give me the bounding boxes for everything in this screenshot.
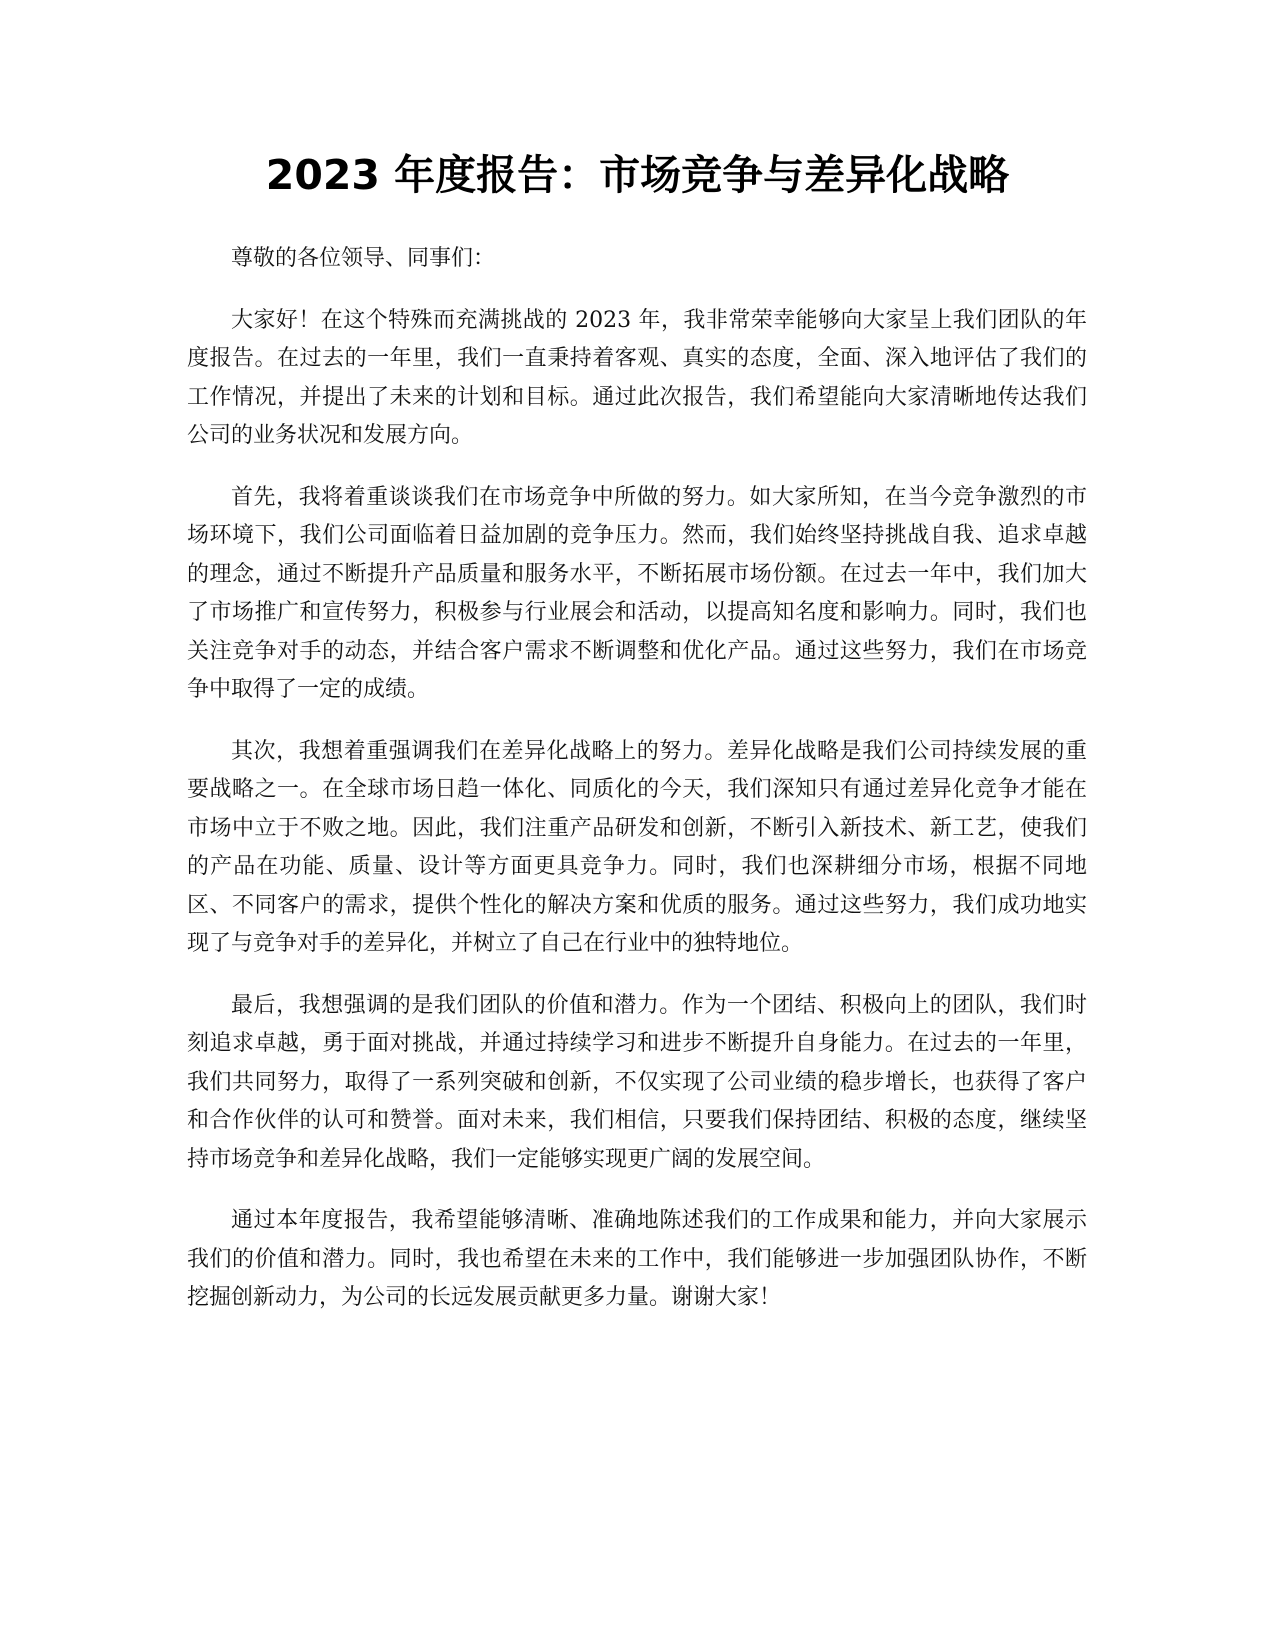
paragraph-intro: 大家好！在这个特殊而充满挑战的 2023 年，我非常荣幸能够向大家呈上我们团队的年度报告。在过去的一年里，我们一直秉持着客观、真实的态度，全面、深入地评估了我们的工作情况，并提出了未来的计划和目标。通过此次报告，我们希望能向大家清晰地传达我们公司的业务状况和发展方向。	[187, 307, 1087, 448]
document-body	[187, 240, 1087, 1341]
paragraph-team-value: 最后，我想强调的是我们团队的价值和潜力。作为一个团结、积极向上的团队，我们时刻追求卓越，勇于面对挑战，并通过持续学习和进步不断提升自身能力。在过去的一年里，我们共同努力，取得了一系列突破和创新，不仅实现了公司业绩的稳步增长，也获得了客户和合作伙伴的认可和赞誉。面对未来，我们相信，只要我们保持团结、积极的态度，继续坚持市场竞争和差异化战略，我们一定能够实现更广阔的发展空间。	[187, 992, 1087, 1172]
greeting: 尊敬的各位领导、同事们：	[231, 246, 496, 271]
paragraph-differentiation: 其次，我想着重强调我们在差异化战略上的努力。差异化战略是我们公司持续发展的重要战略之一。在全球市场日趋一体化、同质化的今天，我们深知只有通过差异化竞争才能在市场中立于不败之地。因此，我们注重产品研发和创新，不断引入新技术、新工艺，使我们的产品在功能、质量、设计等方面更具竞争力。同时，我们也深耕细分市场，根据不同地区、不同客户的需求，提供个性化的解决方案和优质的服务。通过这些努力，我们成功地实现了与竞争对手的差异化，并树立了自己在行业中的独特地位。	[187, 738, 1087, 956]
document-title: 2023 年度报告：市场竞争与差异化战略	[265, 151, 1010, 199]
paragraph-market-competition: 首先，我将着重谈谈我们在市场竞争中所做的努力。如大家所知，在当今竞争激烈的市场环境下，我们公司面临着日益加剧的竞争压力。然而，我们始终坚持挑战自我、追求卓越的理念，通过不断提升产品质量和服务水平，不断拓展市场份额。在过去一年中，我们加大了市场推广和宣传努力，积极参与行业展会和活动，以提高知名度和影响力。同时，我们也关注竞争对手的动态，并结合客户需求不断调整和优化产品。通过这些努力，我们在市场竞争中取得了一定的成绩。	[187, 484, 1087, 702]
paragraph-closing: 通过本年度报告，我希望能够清晰、准确地陈述我们的工作成果和能力，并向大家展示我们的价值和潜力。同时，我也希望在未来的工作中，我们能够进一步加强团队协作，不断挖掘创新动力，为公司的长远发展贡献更多力量。谢谢大家！	[187, 1208, 1087, 1310]
